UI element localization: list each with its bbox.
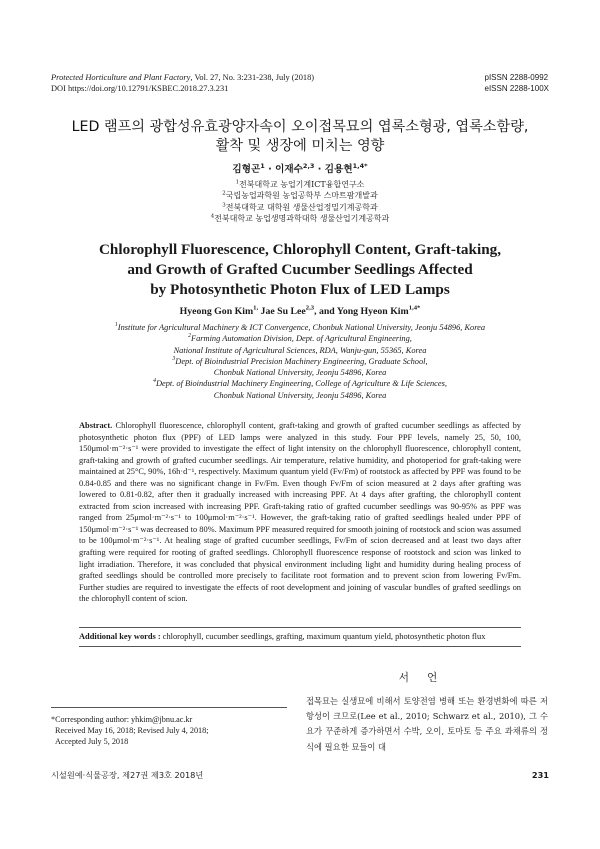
abstract — [79, 420, 521, 605]
korean-author-2-sup: 2,3 — [302, 161, 315, 170]
corresponding-author: *Corresponding author: yhkim@jbnu.ac.kr — [51, 715, 193, 724]
keywords-top-rule — [79, 627, 521, 628]
english-affiliation: $^3$Dept. of Bioindustrial Precision Machinery Engineering, Graduate School, — [172, 356, 428, 366]
page-number: 231 — [531, 770, 549, 780]
english-affiliation: National Institute of Agricultural Sciences, RDA, Wanju-gun, 55365, Korea — [173, 345, 427, 355]
korean-authors — [0, 161, 600, 175]
english-author-2: Jae Su Lee — [258, 306, 306, 317]
keywords-label: Additional key words : — [79, 632, 161, 641]
korean-title-line-1: LED 램프의 광합성유효광양자속이 오이접목묘의 엽록소형광, 엽록소함량, — [71, 119, 529, 135]
accepted-date: Accepted July 5, 2018 — [55, 737, 129, 746]
author-separator: · — [314, 164, 325, 175]
journal-citation — [51, 72, 314, 94]
korean-title-line-2: 활착 및 생장에 미치는 영향 — [215, 138, 385, 154]
abstract-label: Abstract. — [79, 421, 113, 430]
eissn: eISSN 2288-100X — [484, 84, 549, 93]
page-footer — [51, 770, 549, 781]
korean-title — [40, 118, 560, 156]
english-affiliations — [50, 322, 550, 401]
english-title-line-3: by Photosynthetic Photon Flux of LED Lamps — [150, 281, 450, 298]
doi-link[interactable]: DOI https://doi.org/10.12791/KSBEC.2018.27.3.231 — [51, 84, 229, 93]
english-affiliation: Chonbuk National University, Jeonju 54896, Korea — [213, 390, 387, 400]
abstract-text: Chlorophyll fluorescence, chlorophyll content, graft-taking and growth of grafted cucumber seedlings as affected by photosynthetic photon flux (PPF) of LED lamps were analyzed in this study. Four PPF levels, namely 25, 50, 100, 150μmol·m⁻²·s⁻¹ were provided to investigate the effect of light intensity on the chlorophyll fluorescence, chlorophyll content, graft-taking and growth of grafted cucumber seedlings. Air temperature, relative humidity, and photoperiod for graft-taking were maintained at 25°C, 90%, 16h·d⁻¹, respectively. Maximum quantum yield (Fv/Fm) of rootstock as affected by PPF was found to be 0.84-0.85 and there was no significant change in Fv/Fm. Even though Fv/Fm of scion measured at 2 days after grafting was lowered to 0.81-0.82, after then it gradually increased with increasing PPF. At 4 days after grafting, the chlorophyll content extracted from scion increased with increasing PPF. Graft-taking ratio of grafted cucumber seedlings was 90-95% as PPF was ranged from 25μmol·m⁻²·s⁻¹ to 100μmol·m⁻²·s⁻¹. However, the graft-taking ratio of grafted seedlings healed under PPF of 150μmol·m⁻²·s⁻¹ was decreased to 80%. Maximum PPF measured required for smooth joining of rootstock and scion was assumed to be 100μmol·m⁻²·s⁻¹. At healing stage of grafted cucumber seedlings, Fv/Fm of scion decreased and at least two days after grafting were required for rooting of grafted seedlings. Chlorophyll fluorescence response of rootstock and scion was linked to light irradiation. Therefore, it was concluded that physical environment including light and humidity during healing process of grafted seedlings should be controlled more precisely to facilitate root formation and to prevent scion from lowering Fv/Fm. Further studies are required to investigate the effects of root development and joining of vascular bundles of grafted seedlings on the chlorophyll content of scion. — [79, 421, 521, 604]
volume-info: , Vol. 27, No. 3:231-238, July (2018) — [190, 73, 315, 82]
korean-affiliations — [0, 179, 600, 224]
pissn: pISSN 2288-0992 — [484, 73, 549, 82]
introduction-text: 접목묘는 실생묘에 비해서 토양전염 병해 또는 환경변화에 따른 저항성이 크므로(Lee et al., 2010; Schwarz et al., 2010), 그 수요가 꾸준하게 증가하면서 수박, 오이, 토마토 등 주요 과채류의 정식에 필요한 묘들이 대 — [306, 696, 548, 752]
author-separator: · — [264, 164, 276, 175]
english-author-3: , and Yong Hyeon Kim — [314, 306, 409, 317]
korean-affiliation: $^3$전북대학교 대학원 생물산업정밀기계공학과 — [222, 201, 378, 212]
korean-author-1: 김형곤 — [232, 164, 261, 175]
footnote — [51, 714, 291, 747]
footer-journal-info: 시설원예·식물공장, 제27권 제3호 2018년 — [51, 770, 204, 780]
received-date: Received May 16, 2018; Revised July 4, 2018; — [55, 726, 209, 735]
english-author-1: Hyeong Gon Kim — [179, 306, 254, 317]
english-authors: Hyeong Gon Kim$^{1,}$ Jae Su Lee$^{2,3}$, and Yong Hyeon Kim$^{1,4*}$ — [179, 304, 421, 317]
english-affiliation: $^2$Farming Automation Division, Dept. of Agricultural Engineering, — [188, 333, 412, 344]
introduction-heading: 서언 — [398, 672, 456, 684]
korean-author-2: 이재수 — [275, 164, 303, 175]
english-title — [40, 240, 560, 300]
keywords-text: chlorophyll, cucumber seedlings, grafting, maximum quantum yield, photosynthetic photon flux — [160, 632, 486, 641]
korean-author-3-sup: 1,4* — [352, 161, 368, 170]
english-title-line-2: and Growth of Grafted Cucumber Seedlings Affected — [127, 261, 473, 278]
footnote-rule — [51, 707, 287, 708]
keywords — [79, 631, 521, 642]
english-affiliation: Chonbuk National University, Jeonju 54896, Korea — [213, 368, 387, 378]
issn-block — [485, 72, 550, 94]
korean-author-3: 김용현 — [324, 164, 353, 175]
keywords-bottom-rule — [79, 646, 521, 647]
korean-affiliation: $^4$전북대학교 농업생명과학대학 생물산업기계공학과 — [210, 213, 390, 223]
english-affiliation: $^4$Dept. of Bioindustrial Machinery Engineering, College of Agriculture & Life Sciences, — [153, 378, 447, 389]
korean-affiliation: $^1$전북대학교 농업기계ICT융합연구소 — [235, 179, 365, 189]
korean-affiliation: $^2$국립농업과학원 농업공학부 스마트팜개발과 — [222, 190, 378, 201]
korean-author-1-sup: 1 — [260, 161, 265, 170]
english-title-line-1: Chlorophyll Fluorescence, Chlorophyll Content, Graft-taking, — [98, 241, 502, 258]
english-affiliation: $^1$Institute for Agricultural Machinery & ICT Convergence, Chonbuk National University, Jeonju 54896, Korea — [114, 322, 486, 332]
journal-name: Protected Horticulture and Plant Factory — [51, 73, 191, 82]
